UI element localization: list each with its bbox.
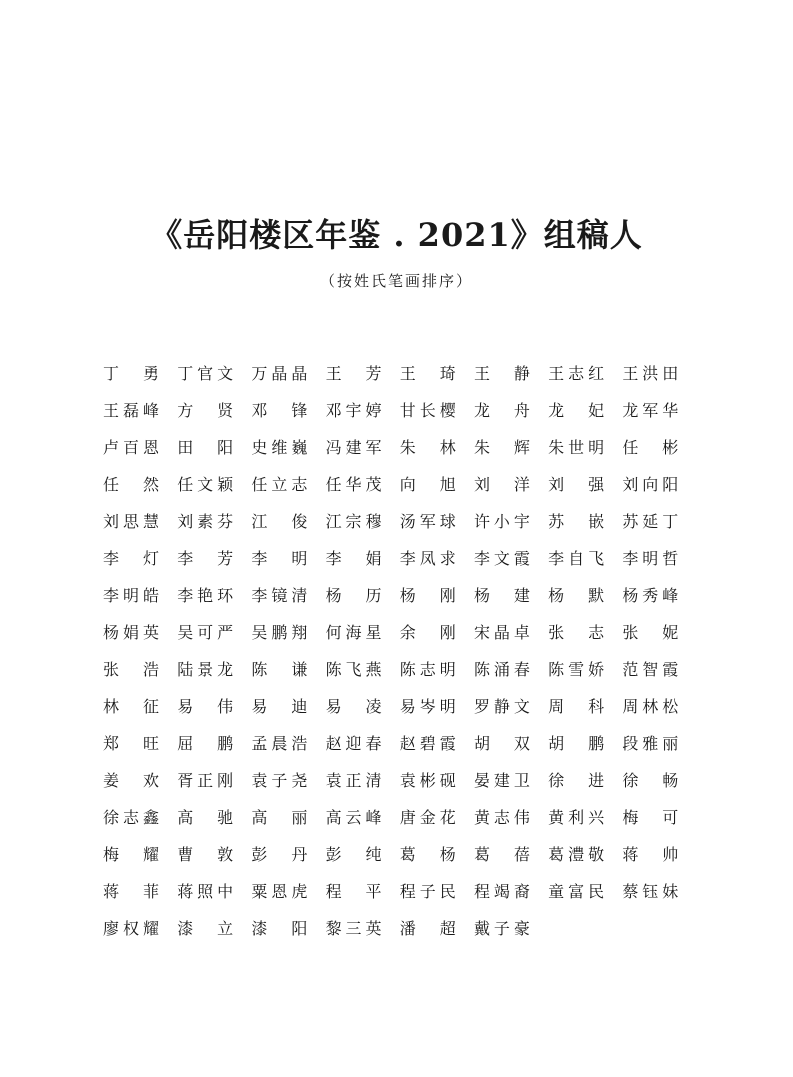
name-item: 梅 耀 <box>103 844 159 864</box>
name-item: 陆 景 龙 <box>177 659 234 679</box>
name-item: 邓 宇 婷 <box>325 400 382 420</box>
name-item: 史 维 巍 <box>251 437 308 457</box>
name-item: 李 自 飞 <box>548 548 605 568</box>
name-item: 袁 子 尧 <box>251 770 308 790</box>
name-item: 胥 正 刚 <box>177 770 234 790</box>
name-item: 粟 恩 虎 <box>251 881 308 901</box>
name-item: 范 智 霞 <box>622 659 679 679</box>
name-item: 杨 刚 <box>399 585 456 605</box>
name-item: 朱 林 <box>399 437 456 457</box>
name-item: 徐 畅 <box>622 770 679 790</box>
name-item: 高 云 峰 <box>325 807 382 827</box>
name-item: 李 明 皓 <box>103 585 159 605</box>
name-item: 高 丽 <box>251 807 308 827</box>
name-item: 王 洪 田 <box>622 363 679 383</box>
name-item: 黄 利 兴 <box>548 807 605 827</box>
name-item: 王 静 <box>473 363 530 383</box>
name-item: 向 旭 <box>399 474 456 494</box>
name-item: 刘 向 阳 <box>622 474 679 494</box>
name-item: 任 彬 <box>622 437 679 457</box>
name-item: 李 镜 清 <box>251 585 308 605</box>
name-item: 李 艳 环 <box>177 585 234 605</box>
name-item: 姜 欢 <box>103 770 159 790</box>
name-item: 龙 妃 <box>548 400 605 420</box>
name-item: 杨 历 <box>325 585 382 605</box>
name-item: 易 岑 明 <box>399 696 456 716</box>
name-item: 周 林 松 <box>622 696 679 716</box>
name-item: 张 志 <box>548 622 605 642</box>
name-item: 赵 迎 春 <box>325 733 382 753</box>
name-item: 潘 超 <box>399 918 456 938</box>
name-item: 陈 志 明 <box>399 659 456 679</box>
name-item: 周 科 <box>548 696 605 716</box>
name-item: 王 磊 峰 <box>103 400 159 420</box>
name-item: 余 刚 <box>399 622 456 642</box>
name-item: 李 灯 <box>103 548 159 568</box>
name-item: 冯 建 军 <box>325 437 382 457</box>
name-item: 晏 建 卫 <box>473 770 530 790</box>
name-item: 刘 洋 <box>473 474 530 494</box>
name-item: 任 华 茂 <box>325 474 382 494</box>
name-item: 任 然 <box>103 474 159 494</box>
name-item: 易 凌 <box>325 696 382 716</box>
name-item: 吴 鹏 翔 <box>251 622 308 642</box>
name-item: 孟 晨 浩 <box>251 733 308 753</box>
name-item: 汤 军 球 <box>399 511 456 531</box>
name-item: 程 子 民 <box>399 881 456 901</box>
name-item: 李 娟 <box>325 548 382 568</box>
name-item: 万 晶 晶 <box>251 363 308 383</box>
name-item: 程 平 <box>325 881 382 901</box>
name-item: 彭 丹 <box>251 844 308 864</box>
name-item: 张 浩 <box>103 659 159 679</box>
name-item: 戴 子 豪 <box>473 918 530 938</box>
name-item: 段 雅 丽 <box>622 733 679 753</box>
name-item: 苏 嵌 <box>548 511 605 531</box>
name-item: 杨 娟 英 <box>103 622 159 642</box>
name-item: 彭 纯 <box>325 844 382 864</box>
name-item: 龙 舟 <box>473 400 530 420</box>
name-item: 李 明 哲 <box>622 548 679 568</box>
name-item: 方 贤 <box>177 400 234 420</box>
name-item: 杨 秀 峰 <box>622 585 679 605</box>
name-item: 廖 权 耀 <box>103 918 159 938</box>
name-item: 唐 金 花 <box>399 807 456 827</box>
name-item: 王 志 红 <box>548 363 605 383</box>
name-item: 葛 杨 <box>399 844 456 864</box>
name-item: 郑 旺 <box>103 733 159 753</box>
name-item: 王 芳 <box>325 363 382 383</box>
name-item: 杨 默 <box>548 585 605 605</box>
name-item: 罗 静 文 <box>473 696 530 716</box>
name-item: 江 宗 穆 <box>325 511 382 531</box>
name-item: 易 迪 <box>251 696 308 716</box>
name-item: 许 小 宇 <box>473 511 530 531</box>
name-item: 黄 志 伟 <box>473 807 530 827</box>
name-item: 屈 鹏 <box>177 733 234 753</box>
name-item: 蒋 菲 <box>103 881 159 901</box>
name-item: 何 海 星 <box>325 622 382 642</box>
name-item: 李 明 <box>251 548 308 568</box>
name-item: 程 竭 裔 <box>473 881 530 901</box>
name-item: 陈 飞 燕 <box>325 659 382 679</box>
name-item: 张 妮 <box>622 622 679 642</box>
name-item: 刘 素 芬 <box>177 511 234 531</box>
name-item: 朱 世 明 <box>548 437 605 457</box>
name-item: 李 文 霞 <box>473 548 530 568</box>
name-item: 林 征 <box>103 696 159 716</box>
name-item: 杨 建 <box>473 585 530 605</box>
name-item: 陈 谦 <box>251 659 308 679</box>
name-item: 袁 正 清 <box>325 770 382 790</box>
name-item: 黎 三 英 <box>325 918 382 938</box>
name-item: 徐 志 鑫 <box>103 807 159 827</box>
name-item: 任 文 颖 <box>177 474 234 494</box>
name-item: 江 俊 <box>251 511 308 531</box>
name-item: 漆 阳 <box>251 918 308 938</box>
name-item: 袁 彬 砚 <box>399 770 456 790</box>
name-item: 童 富 民 <box>548 881 605 901</box>
name-item: 邓 锋 <box>251 400 308 420</box>
name-item: 任 立 志 <box>251 474 308 494</box>
name-item: 宋 晶 卓 <box>473 622 530 642</box>
name-item: 苏 延 丁 <box>622 511 679 531</box>
name-item: 甘 长 樱 <box>399 400 456 420</box>
name-item: 龙 军 华 <box>622 400 679 420</box>
name-item: 李 凤 求 <box>399 548 456 568</box>
name-item: 田 阳 <box>177 437 234 457</box>
name-item: 梅 可 <box>622 807 679 827</box>
name-item: 蒋 帅 <box>622 844 679 864</box>
name-item: 刘 思 慧 <box>103 511 159 531</box>
name-item: 葛 澧 敬 <box>548 844 605 864</box>
name-item: 吴 可 严 <box>177 622 234 642</box>
name-item: 王 琦 <box>399 363 456 383</box>
name-item: 蒋 照 中 <box>177 881 234 901</box>
name-item: 高 驰 <box>177 807 234 827</box>
name-item: 蔡 钰 妹 <box>622 881 679 901</box>
name-item: 陈 雪 娇 <box>548 659 605 679</box>
name-item: 易 伟 <box>177 696 234 716</box>
name-item: 徐 进 <box>548 770 605 790</box>
name-item: 卢 百 恩 <box>103 437 159 457</box>
name-list <box>103 355 693 947</box>
name-item: 朱 辉 <box>473 437 530 457</box>
name-item: 曹 敦 <box>177 844 234 864</box>
name-item: 李 芳 <box>177 548 234 568</box>
name-item: 葛 蓓 <box>473 844 530 864</box>
name-item: 赵 碧 霞 <box>399 733 456 753</box>
name-item: 陈 涌 春 <box>473 659 530 679</box>
name-item: 丁 勇 <box>103 363 159 383</box>
name-item: 胡 鹏 <box>548 733 605 753</box>
name-item: 刘 强 <box>548 474 605 494</box>
page-title: 《岳阳楼区年鉴 . 2021》组稿人 <box>150 216 643 254</box>
name-item: 漆 立 <box>177 918 234 938</box>
name-item: 丁 官 文 <box>177 363 234 383</box>
name-item: 胡 双 <box>473 733 530 753</box>
page-subtitle: （按姓氏笔画排序） <box>319 272 473 290</box>
